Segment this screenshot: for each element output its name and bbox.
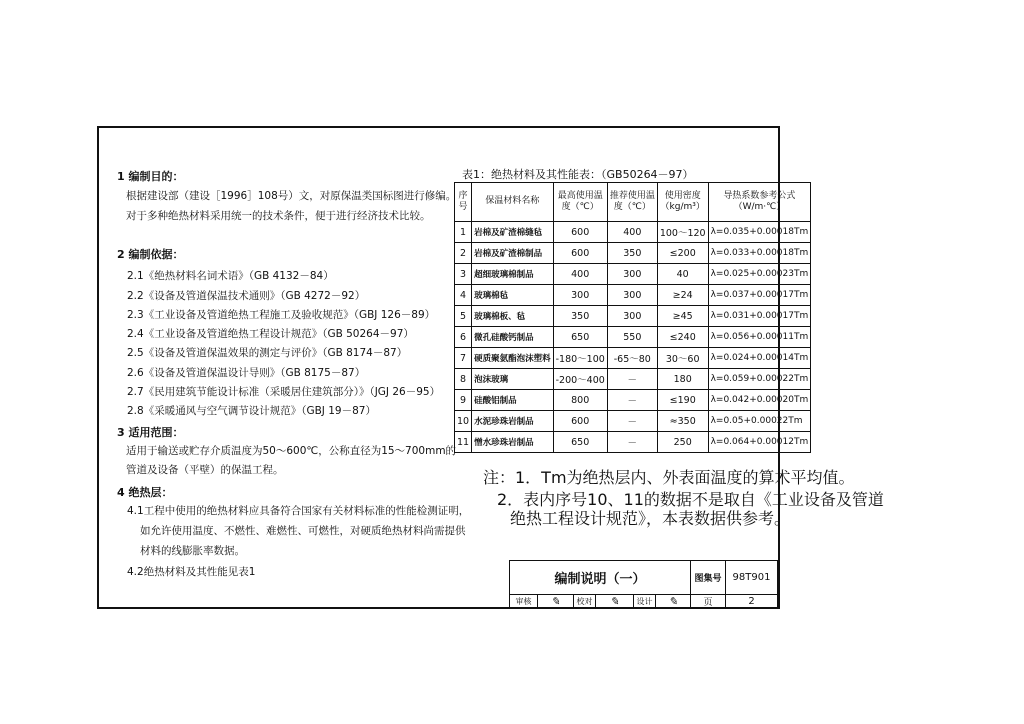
- col-header-no: 序号: [455, 183, 472, 222]
- table-row: [455, 285, 811, 306]
- page-label: 页: [691, 595, 726, 608]
- row-number: 10: [455, 411, 472, 432]
- max-temp: 400: [553, 264, 607, 285]
- section-3-line: 适用于输送或贮存介质温度为50～600℃，公称直径为15～700mm的: [126, 445, 457, 457]
- max-temp: 800: [553, 390, 607, 411]
- material-name: 玻璃棉毡: [472, 285, 554, 306]
- recommended-temp: 300: [607, 285, 657, 306]
- max-temp: 600: [553, 222, 607, 243]
- table-row: [455, 243, 811, 264]
- drawing-title: 编制说明（一）: [510, 561, 691, 595]
- recommended-temp: 400: [607, 222, 657, 243]
- table-row: [455, 369, 811, 390]
- section-4-line: 如允许使用温度、不燃性、难燃性、可燃性，对硬质绝热材料尚需提供: [140, 525, 466, 537]
- design-signature: ✎: [656, 595, 691, 608]
- recommended-temp: 300: [607, 306, 657, 327]
- table-row: [455, 411, 811, 432]
- density: ≤190: [657, 390, 708, 411]
- row-number: 6: [455, 327, 472, 348]
- row-number: 3: [455, 264, 472, 285]
- title-block: [509, 560, 779, 608]
- conductivity-formula: λ=0.056+0.00011Tm: [708, 327, 811, 348]
- table-header-row: [455, 183, 811, 222]
- atlas-number: 98T901: [726, 561, 778, 595]
- section-4-line: 4.1工程中使用的绝热材料应具备符合国家有关材料标准的性能检测证明，: [127, 505, 470, 517]
- review-label: 审核: [510, 595, 538, 608]
- recommended-temp: －: [607, 432, 657, 453]
- design-label: 设计: [634, 595, 656, 608]
- col-header-recommended-temp: 推荐使用温度（℃）: [607, 183, 657, 222]
- density: ≥45: [657, 306, 708, 327]
- col-header-material: 保温材料名称: [472, 183, 554, 222]
- conductivity-formula: λ=0.05+0.00022Tm: [708, 411, 811, 432]
- density: ≥24: [657, 285, 708, 306]
- max-temp: 300: [553, 285, 607, 306]
- row-number: 2: [455, 243, 472, 264]
- material-name: 微孔硅酸钙制品: [472, 327, 554, 348]
- section-4-line: 材料的线膨胀率数据。: [140, 545, 245, 557]
- row-number: 7: [455, 348, 472, 369]
- row-number: 11: [455, 432, 472, 453]
- conductivity-formula: λ=0.025+0.00023Tm: [708, 264, 811, 285]
- row-number: 4: [455, 285, 472, 306]
- page-number: 2: [726, 595, 778, 608]
- conductivity-formula: λ=0.035+0.00018Tm: [708, 222, 811, 243]
- table-row: [455, 432, 811, 453]
- recommended-temp: －: [607, 369, 657, 390]
- recommended-temp: －: [607, 390, 657, 411]
- note-line: 绝热工程设计规范》，本表数据供参考。: [510, 509, 791, 528]
- col-header-formula: 导热系数参考公式（W/m·℃）: [708, 183, 811, 222]
- section-3-line: 管道及设备（平壁）的保温工程。: [126, 464, 284, 476]
- conductivity-formula: λ=0.037+0.00017Tm: [708, 285, 811, 306]
- col-header-max-temp: 最高使用温度（℃）: [553, 183, 607, 222]
- recommended-temp: 300: [607, 264, 657, 285]
- material-name: 玻璃棉板、毡: [472, 306, 554, 327]
- reference-item: 2.5《设备及管道保温效果的测定与评价》（GB 8174－87）: [127, 347, 408, 359]
- density: 250: [657, 432, 708, 453]
- table-row: [455, 306, 811, 327]
- max-temp: 350: [553, 306, 607, 327]
- reference-item: 2.7《民用建筑节能设计标准（采暖居住建筑部分）》（JGJ 26－95）: [127, 386, 441, 398]
- reference-item: 2.2《设备及管道保温技术通则》（GB 4272－92）: [127, 290, 366, 302]
- row-number: 8: [455, 369, 472, 390]
- table-caption: 表1：绝热材料及其性能表：（GB50264－97）: [462, 168, 694, 181]
- conductivity-formula: λ=0.042+0.00020Tm: [708, 390, 811, 411]
- note-line: 2．表内序号10、11的数据不是取自《工业设备及管道: [497, 490, 884, 509]
- material-name: 超细玻璃棉制品: [472, 264, 554, 285]
- recommended-temp: 350: [607, 243, 657, 264]
- max-temp: 650: [553, 432, 607, 453]
- conductivity-formula: λ=0.031+0.00017Tm: [708, 306, 811, 327]
- material-name: 岩棉及矿渣棉缝毡: [472, 222, 554, 243]
- material-name: 泡沫玻璃: [472, 369, 554, 390]
- density: 40: [657, 264, 708, 285]
- material-name: 硅酸铝制品: [472, 390, 554, 411]
- section-1-title: 1 编制目的：: [117, 170, 184, 183]
- conductivity-formula: λ=0.033+0.00018Tm: [708, 243, 811, 264]
- recommended-temp: 550: [607, 327, 657, 348]
- material-name: 水泥珍珠岩制品: [472, 411, 554, 432]
- review-signature: ✎: [538, 595, 574, 608]
- row-number: 1: [455, 222, 472, 243]
- table-row: [455, 264, 811, 285]
- max-temp: -200～400: [553, 369, 607, 390]
- material-name: 岩棉及矿渣棉制品: [472, 243, 554, 264]
- row-number: 9: [455, 390, 472, 411]
- density: 100～120: [657, 222, 708, 243]
- density: ≈350: [657, 411, 708, 432]
- note-line: 注：1．Tm为绝热层内、外表面温度的算术平均值。: [483, 468, 855, 487]
- conductivity-formula: λ=0.059+0.00022Tm: [708, 369, 811, 390]
- reference-item: 2.8《采暖通风与空气调节设计规范》（GBJ 19－87）: [127, 405, 376, 417]
- material-name: 硬质聚氨酯泡沫塑料: [472, 348, 554, 369]
- atlas-label: 图集号: [691, 561, 726, 595]
- density: ≤240: [657, 327, 708, 348]
- recommended-temp: -65～80: [607, 348, 657, 369]
- section-2-title: 2 编制依据：: [117, 248, 184, 261]
- density: 180: [657, 369, 708, 390]
- section-3-title: 3 适用范围：: [117, 426, 184, 439]
- max-temp: 650: [553, 327, 607, 348]
- conductivity-formula: λ=0.024+0.00014Tm: [708, 348, 811, 369]
- max-temp: -180～100: [553, 348, 607, 369]
- density: ≤200: [657, 243, 708, 264]
- recommended-temp: －: [607, 411, 657, 432]
- reference-item: 2.1《绝热材料名词术语》（GB 4132－84）: [127, 270, 334, 282]
- conductivity-formula: λ=0.064+0.00012Tm: [708, 432, 811, 453]
- reference-item: 2.4《工业设备及管道绝热工程设计规范》（GB 50264－97）: [127, 328, 414, 340]
- table-row: [455, 222, 811, 243]
- reference-item: 2.3《工业设备及管道绝热工程施工及验收规范》（GBJ 126－89）: [127, 309, 436, 321]
- max-temp: 600: [553, 243, 607, 264]
- check-signature: ✎: [596, 595, 634, 608]
- material-name: 憎水珍珠岩制品: [472, 432, 554, 453]
- table-row: [455, 348, 811, 369]
- table-row: [455, 390, 811, 411]
- section-4-line: 4.2绝热材料及其性能见表1: [127, 566, 256, 578]
- col-header-density: 使用密度（kg/m³）: [657, 183, 708, 222]
- section-1-line: 对于多种绝热材料采用统一的技术条件，便于进行经济技术比较。: [126, 210, 431, 222]
- row-number: 5: [455, 306, 472, 327]
- section-1-line: 根据建设部（建设［1996］108号）文，对原保温类国标图进行修编。: [126, 190, 457, 202]
- materials-table: [454, 182, 811, 453]
- table-row: [455, 327, 811, 348]
- density: 30～60: [657, 348, 708, 369]
- max-temp: 600: [553, 411, 607, 432]
- section-4-title: 4 绝热层：: [117, 486, 173, 499]
- check-label: 校对: [574, 595, 596, 608]
- reference-item: 2.6《设备及管道保温设计导则》（GB 8175－87）: [127, 367, 366, 379]
